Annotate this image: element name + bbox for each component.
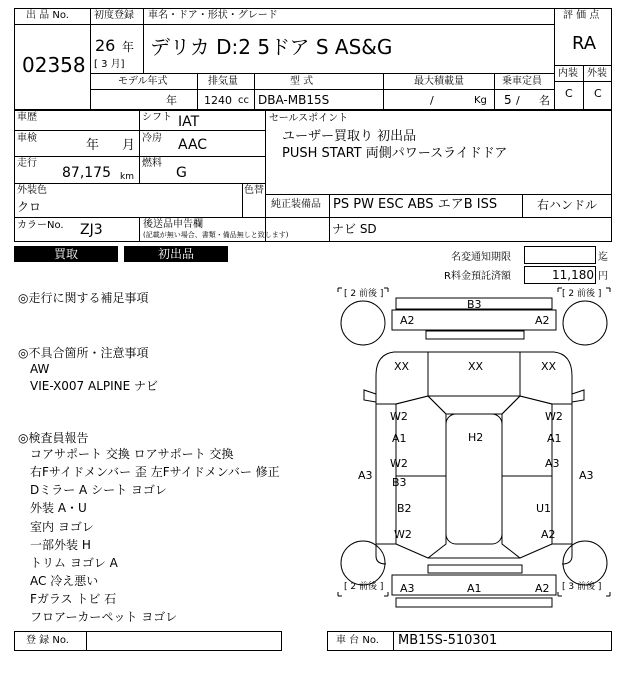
- damage-left-rear-1: B2: [397, 502, 412, 515]
- max-load-unit: Kg: [474, 95, 487, 106]
- first-reg-label: 初度登録: [94, 10, 134, 21]
- year-unit: 年: [122, 40, 135, 54]
- color-no: ZJ3: [80, 222, 103, 238]
- damage-rear-center: A1: [467, 582, 482, 595]
- damage-left-side: A3: [358, 469, 373, 482]
- inspector-item: 室内 ヨゴレ: [30, 520, 94, 534]
- damage-right-front-fender: XX: [541, 360, 557, 373]
- damage-front-left: A2: [400, 314, 415, 327]
- mileage-unit: km: [120, 172, 134, 182]
- inspector-item: Fガラス トビ 石: [30, 592, 117, 606]
- chassis-no-label: 車 台 No.: [336, 635, 379, 646]
- exterior-grade-label: 外装: [587, 68, 607, 79]
- lot-number: 02358: [22, 53, 86, 77]
- car-damage-diagram: [336, 286, 612, 628]
- buyout-tag: 買取: [14, 246, 118, 262]
- navi-value: ナビ SD: [332, 222, 377, 236]
- corner-label-tr: [ 2 前後 ]: [562, 289, 602, 299]
- inspector-title: ◎検査員報告: [18, 431, 89, 445]
- damage-left-rear-2: W2: [394, 528, 412, 541]
- recycle-amount: 11,180: [552, 268, 594, 282]
- inspector-item: フロアーカーペット ヨゴレ: [30, 610, 178, 624]
- damage-right-rear-1: U1: [536, 502, 552, 515]
- corner-label-br: [ 3 前後 ]: [562, 582, 602, 592]
- mileage: 87,175: [62, 165, 111, 181]
- model-year-unit: 年: [166, 94, 177, 107]
- capacity-unit: 名: [539, 94, 550, 107]
- first-reg-year: 26: [95, 36, 116, 55]
- rating-label: 評 価 点: [563, 10, 600, 21]
- equipment-list: PS PW ESC ABS エアB ISS: [333, 197, 498, 212]
- color-no-label: カラーNo.: [17, 220, 64, 231]
- recycle-label: R料金預託済額: [444, 271, 511, 282]
- corner-label-bl: [ 2 前後 ]: [344, 582, 384, 592]
- damage-right-side: A3: [579, 469, 594, 482]
- name-change-box: [524, 246, 596, 264]
- shift-value: IAT: [178, 114, 200, 130]
- inspector-item: 右Fサイドメンバー 歪 左Fサイドメンバー 修正: [30, 465, 280, 479]
- displacement-unit: cc: [238, 95, 249, 106]
- inspector-item: 外装 A・U: [30, 501, 87, 515]
- car-name-label: 車名・ドア・形状・グレード: [148, 10, 278, 21]
- corner-label-tl: [ 2 前後 ]: [344, 289, 384, 299]
- damage-left-front-door-2: A1: [392, 432, 407, 445]
- chassis-number: MB15S-510301: [398, 633, 498, 648]
- damage-left-front-fender: XX: [394, 360, 410, 373]
- recycle-unit: 円: [598, 271, 608, 282]
- capacity-sep: /: [516, 94, 520, 107]
- inspection-year: 年: [86, 138, 100, 153]
- inspection-month: 月: [122, 138, 136, 153]
- after-report-label: 後送品申告欄: [143, 219, 203, 230]
- reg-no-label: 登 録 No.: [26, 635, 69, 646]
- history-label: 車歴: [17, 112, 37, 123]
- capacity-label: 乗車定員: [502, 76, 542, 87]
- color-label: 外装色: [17, 185, 47, 196]
- model-year-label: モデル年式: [118, 76, 168, 87]
- damage-right-rear-2: A2: [541, 528, 556, 541]
- damage-right-front-door-2: A1: [547, 432, 562, 445]
- interior-grade-label: 内装: [558, 68, 578, 79]
- color-value: クロ: [17, 200, 42, 214]
- type-label: 型 式: [290, 76, 314, 87]
- driving-notes-title: ◎走行に関する補足事項: [18, 291, 149, 305]
- displacement-label: 排気量: [208, 76, 238, 87]
- name-change-unit: 迄: [598, 252, 608, 263]
- sales-point-label: セールスポイント: [269, 113, 349, 124]
- lot-no-label: 出 品 No.: [26, 10, 69, 21]
- max-load-label: 最大積載量: [414, 76, 464, 87]
- first-reg-month: [ 3 月]: [94, 59, 125, 70]
- ac-label: 冷房: [142, 133, 162, 144]
- inspector-item: 一部外装 H: [30, 538, 91, 552]
- damage-rear-right: A2: [535, 582, 550, 595]
- damage-left-rear-door-1: W2: [390, 457, 408, 470]
- damage-hood: XX: [468, 360, 484, 373]
- fuel-value: G: [176, 165, 187, 181]
- damage-front-bumper: B3: [467, 298, 482, 311]
- wheel-front-left: [341, 301, 385, 345]
- damage-right-rear-door: A3: [545, 457, 560, 470]
- inspector-item: コアサポート 交換 ロアサポート 交換: [30, 447, 234, 461]
- damage-left-front-door-1: W2: [390, 410, 408, 423]
- fuel-label: 燃料: [142, 158, 162, 169]
- damage-rear-left: A3: [400, 582, 415, 595]
- inspector-item: トリム ヨゴレ A: [30, 556, 118, 570]
- first-listing-tag: 初出品: [124, 246, 228, 262]
- max-load-sep: /: [430, 94, 434, 107]
- exterior-grade: C: [594, 87, 602, 100]
- rating-value: RA: [572, 33, 597, 54]
- handle-side: 右ハンドル: [537, 198, 598, 212]
- wheel-front-right: [563, 301, 607, 345]
- defects-title: ◎不具合箇所・注意事項: [18, 346, 149, 360]
- capacity: 5: [504, 93, 512, 107]
- damage-left-rear-door-2: B3: [392, 476, 407, 489]
- inspector-item: AC 冷え悪い: [30, 574, 99, 588]
- name-change-label: 名変通知期限: [451, 252, 511, 263]
- color-change-label: 色替: [244, 185, 264, 196]
- wheel-rear-left: [341, 541, 385, 585]
- damage-roof: H2: [468, 431, 484, 444]
- equipment-label: 純正装備品: [271, 199, 321, 210]
- sales-point-1: ユーザー買取り 初出品: [282, 129, 417, 144]
- interior-grade: C: [565, 87, 573, 100]
- damage-right-front-door-1: W2: [545, 410, 563, 423]
- car-name: デリカ D:2 5ドア S AS&G: [150, 35, 393, 59]
- model-type: DBA-MB15S: [258, 93, 330, 107]
- displacement: 1240: [204, 94, 232, 107]
- shift-label: シフト: [142, 112, 172, 123]
- mileage-label: 走行: [17, 158, 37, 169]
- inspection-label: 車検: [17, 133, 37, 144]
- defect-item: AW: [30, 362, 50, 376]
- after-report-note: (記載が無い場合、書類・備品無しと致します): [143, 231, 289, 239]
- defect-item: VIE-X007 ALPINE ナビ: [30, 379, 159, 393]
- ac-value: AAC: [178, 137, 208, 153]
- inspector-item: Dミラー A シート ヨゴレ: [30, 483, 167, 497]
- damage-front-right: A2: [535, 314, 550, 327]
- wheel-rear-right: [563, 541, 607, 585]
- sales-point-2: PUSH START 両側パワースライドドア: [282, 146, 508, 161]
